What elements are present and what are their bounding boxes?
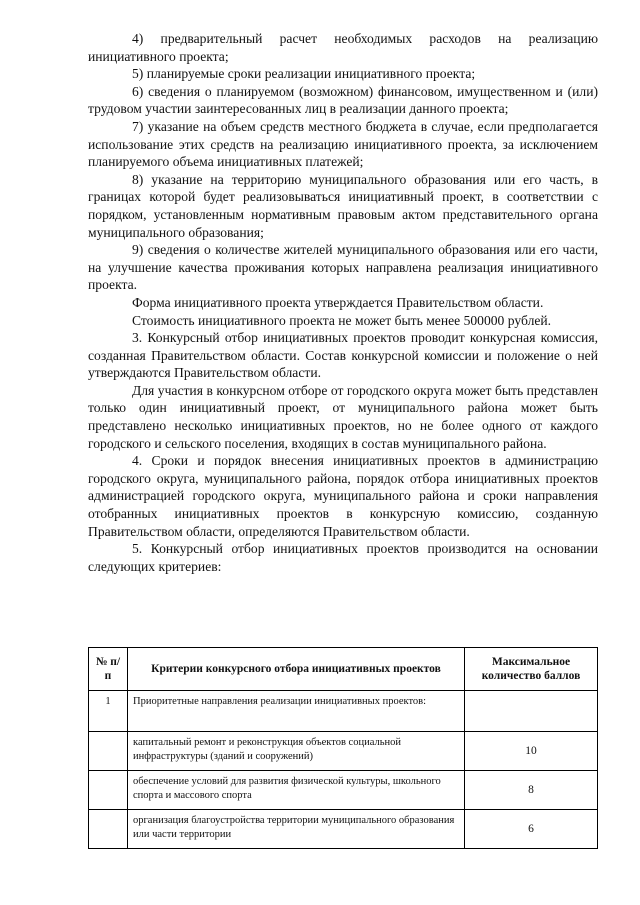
paragraph-section-4: 4. Сроки и порядок внесения инициативных проектов в администрацию городского округа, муниципального района, порядок отбора инициативных проектов администрацией городского округа, муниципального района и сроки направления отобранных инициативных проектов в конкурсную комиссию, созданную Правительством области, определяются Правительством области. [88, 453, 598, 539]
paragraph-item-5: 5) планируемые сроки реализации инициативного проекта; [132, 66, 476, 82]
criteria-table [88, 647, 598, 849]
paragraph-item-4: 4) предварительный расчет необходимых расходов на реализацию инициативного проекта; [88, 31, 598, 64]
table-row [89, 810, 598, 849]
table-row [89, 691, 598, 732]
row-score [465, 691, 598, 732]
header-number: № п/п [89, 648, 128, 691]
paragraph-item-6: 6) сведения о планируемом (возможном) финансовом, имущественном и (или) трудовом участии заинтересованных лиц в реализации данного проекта; [88, 83, 598, 117]
document-body [88, 30, 598, 575]
row-score: 8 [465, 771, 598, 810]
row-number [89, 810, 128, 849]
row-criterion: капитальный ремонт и реконструкция объектов социальной инфраструктуры (зданий и сооружений) [128, 732, 465, 771]
paragraph-item-9: 9) сведения о количестве жителей муниципального образования или его части, на улучшение качества проживания которых направлена реализация инициативного проекта. [88, 242, 598, 293]
paragraph-cost: Стоимость инициативного проекта не может быть менее 500000 рублей. [132, 312, 552, 328]
table-row [89, 732, 598, 771]
paragraph-section-5: 5. Конкурсный отбор инициативных проектов производится на основании следующих критериев: [88, 541, 598, 574]
header-criteria: Критерии конкурсного отбора инициативных проектов [128, 648, 465, 691]
table-row [89, 771, 598, 810]
row-number [89, 732, 128, 771]
row-criterion: обеспечение условий для развития физической культуры, школьного спорта и массового спорта [128, 771, 465, 810]
paragraph-section-3: 3. Конкурсный отбор инициативных проектов проводит конкурсная комиссия, созданная Правительством области. Состав конкурсной комиссии и положение о ней утверждаются Правительством области. [88, 330, 598, 381]
paragraph-item-7: 7) указание на объем средств местного бюджета в случае, если предполагается использование этих средств на реализацию инициативного проекта, за исключением планируемого объема инициативных платежей; [88, 118, 598, 170]
row-number: 1 [89, 691, 128, 732]
paragraph-item-8: 8) указание на территорию муниципального образования или его часть, в границах которой будет реализовываться инициативный проект, в соответствии с порядком, установленным нормативным правовым актом представительного органа муниципального образования; [88, 171, 598, 240]
table-header-row [89, 648, 598, 691]
row-score: 10 [465, 732, 598, 771]
paragraph-form: Форма инициативного проекта утверждается Правительством области. [132, 294, 544, 310]
row-score: 6 [465, 810, 598, 849]
row-number [89, 771, 128, 810]
paragraph-participation: Для участия в конкурсном отборе от городского округа может быть представлен только один инициативный проект, от муниципального района может быть представлено несколько инициативных проектов, но не более одного от каждого городского и сельского поселения, входящих в состав муниципального района. [88, 382, 598, 451]
row-criterion: организация благоустройства территории муниципального образования или части территории [128, 810, 465, 849]
row-criterion: Приоритетные направления реализации инициативных проектов: [128, 691, 465, 732]
header-max-score: Максимальное количество баллов [465, 648, 598, 691]
